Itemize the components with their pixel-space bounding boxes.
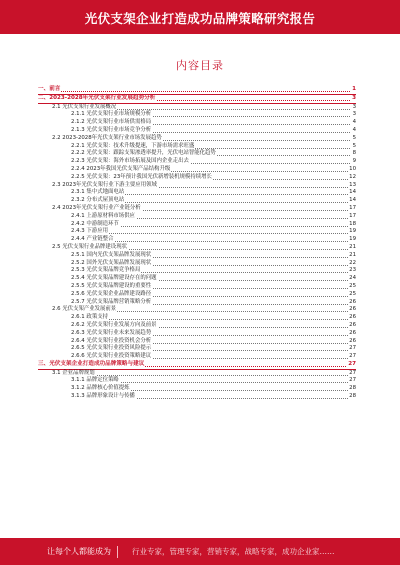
toc-entry-text: 2.3.2 分布式屋顶电站 [71,197,125,204]
toc-entry-text: 2.6.4 光伏支架行业投资机会分析 [71,337,152,344]
toc-entry-text: 2.5.1 国内光伏支架品牌发展现状 [71,251,152,258]
toc-entry-text: 2.6.3 光伏支架行业未来发展趋势 [71,329,152,336]
toc-entry-text: 2.2.2 光伏支架：跟踪支架渗透率提升，光伏电站智能化趋势 [71,150,216,157]
toc-entry-page: 3 [352,103,356,110]
toc-leader [71,319,350,320]
table-of-contents [38,86,356,401]
page-header [0,0,400,34]
toc-entry-page: 25 [349,290,356,297]
toc-entry-page: 9 [352,158,356,165]
toc-entry-page: 26 [349,298,356,305]
toc-entry-text: 2.5 光伏支架行业品牌建设现状 [52,243,127,250]
toc-entry[interactable] [38,275,356,283]
toc-entry-page: 10 [349,165,356,172]
toc-entry-text: 2.4.3 下游应用 [71,228,108,235]
toc-entry[interactable] [38,314,356,322]
toc-entry-page: 27 [348,360,356,367]
toc-entry[interactable] [38,189,356,197]
toc-entry[interactable] [38,322,356,330]
toc-entry[interactable] [38,174,356,182]
toc-entry-page: 18 [349,220,356,227]
toc-entry-page: 27 [349,353,356,360]
toc-entry[interactable] [38,345,356,353]
toc-entry-text: 2.5.4 光伏支架品牌建设存在的问题 [71,275,157,282]
toc-entry-text: 2.3 2023年光伏支架行业下游主要应用领域 [52,181,157,188]
toc-entry-page: 28 [349,393,356,400]
toc-entry-text: 2.4.2 中游制造环节 [71,220,119,227]
toc-entry[interactable] [38,283,356,291]
toc-entry-page: 21 [349,243,356,250]
toc-entry-page: 12 [349,173,356,180]
toc-entry-text: 3.1 企业品牌规划 [52,369,95,376]
toc-entry-text: 3.1.1 品牌定位策略 [71,377,119,384]
toc-entry-page: 27 [349,377,356,384]
toc-entry[interactable] [38,95,356,104]
toc-entry[interactable] [38,119,356,127]
toc-entry-text: 2.4.4 产业链整合 [71,236,114,243]
toc-entry-page: 26 [349,314,356,321]
toc-entry-page: 4 [352,119,356,126]
toc-entry[interactable] [38,127,356,135]
toc-entry-page: 24 [349,275,356,282]
toc-entry-page: 27 [349,345,356,352]
page-footer [0,538,400,565]
toc-entry-text: 2.4.1 上游原材料市场供应 [71,212,135,219]
toc-entry-page: 14 [349,189,356,196]
toc-entry-page: 21 [349,251,356,258]
toc-entry-text: 2.1 光伏支架行业发展概况 [52,103,117,110]
toc-entry[interactable] [38,353,356,361]
toc-entry-text: 2.6.5 光伏支架行业投资风险提示 [71,345,152,352]
toc-entry-text: 2.5.7 光伏支架品牌营销策略分析 [71,298,152,305]
toc-entry-page: 17 [349,204,356,211]
toc-entry-text: 2.1.1 光伏支架行业市场规模分析 [71,111,152,118]
toc-entry[interactable] [38,205,356,213]
toc-entry-page: 22 [349,259,356,266]
toc-entry-text: 三、光伏支架企业打造成功品牌策略与建议 [38,360,145,367]
toc-entry-text: 2.6.2 光伏支架行业发展方向及前景 [71,321,157,328]
toc-entry-text: 2.3.1 集中式地面电站 [71,189,125,196]
toc-entry-text: 2.6.1 政策支持 [71,314,108,321]
toc-entry-page: 27 [349,369,356,376]
toc-leader [71,233,350,234]
toc-entry[interactable] [38,361,356,370]
toc-entry-page: 1 [352,86,356,92]
toc-entry[interactable] [38,252,356,260]
toc-entry-text: 一、前言 [38,86,61,92]
toc-entry[interactable] [38,197,356,205]
toc-entry[interactable] [38,228,356,236]
toc-entry[interactable] [38,86,356,95]
footer-tagline: 行业专家，管理专家，营销专家，战略专家，成功企业家…… [132,547,335,556]
toc-entry-page: 17 [349,212,356,219]
toc-entry[interactable] [38,244,356,252]
toc-leader [38,91,350,92]
toc-entry-page: 13 [349,181,356,188]
toc-entry-page: 26 [349,329,356,336]
toc-entry[interactable] [38,236,356,244]
toc-entry-page: 3 [352,94,356,101]
toc-leader [52,375,350,376]
toc-entry-text: 2.6.6 光伏支架行业投资策略建议 [71,353,152,360]
toc-entry-text: 2.2.5 光伏支架：23年预计我国光伏新增装机规模持续增长 [71,173,212,180]
toc-entry-text: 2.5.3 光伏支架品牌竞争格局 [71,267,141,274]
toc-entry-page: 5 [352,134,356,141]
toc-entry-page: 3 [352,111,356,118]
toc-entry-page: 25 [349,282,356,289]
toc-entry[interactable] [38,306,356,314]
toc-entry-text: 2.2 2023-2028年光伏支架行业市场发展趋势 [52,134,162,141]
toc-entry-page: 23 [349,267,356,274]
toc-entry[interactable] [38,135,356,143]
toc-entry-text: 2.5.2 国外光伏支架品牌发展现状 [71,259,152,266]
toc-entry-text: 2.4 2023年光伏支架行业产业链分析 [52,204,141,211]
toc-entry-text: 2.2.3 光伏支架：海外市场拓展及国内企业走出去 [71,158,189,165]
toc-entry-text: 2.1.2 光伏支架行业市场供需格局 [71,119,152,126]
toc-entry[interactable] [38,330,356,338]
toc-entry[interactable] [38,150,356,158]
toc-entry-page: 19 [349,228,356,235]
toc-entry-text: 2.6 光伏支架产业发展前景 [52,306,117,313]
toc-entry[interactable] [38,385,356,393]
toc-entry-page: 26 [349,306,356,313]
toc-entry-text: 2.5.6 光伏支架企业品牌建设路径 [71,290,152,297]
toc-entry[interactable] [38,267,356,275]
toc-entry-page: 5 [352,142,356,149]
report-title: 光伏支架企业打造成功品牌策略研究报告 [84,11,316,26]
toc-entry-page: 19 [349,236,356,243]
toc-entry-text: 2.1.3 光伏支架行业市场竞争分析 [71,126,152,133]
toc-entry-text: 2.5.5 光伏支架品牌建设的重要性 [71,282,152,289]
toc-entry[interactable] [38,166,356,174]
toc-entry[interactable] [38,213,356,221]
toc-entry-page: 8 [352,150,356,157]
toc-entry-page: 14 [349,197,356,204]
toc-entry-page: 26 [349,321,356,328]
toc-title: 内容目录 [176,59,224,72]
toc-entry-page: 4 [352,126,356,133]
toc-entry[interactable] [38,158,356,166]
toc-entry-page: 26 [349,337,356,344]
toc-entry-text: 2.2.4 2023年我国光伏支架产品结构升级 [71,165,171,172]
footer-divider [117,546,118,558]
toc-entry[interactable] [38,291,356,299]
toc-entry-text: 3.1.3 品牌形象设计与传播 [71,393,135,400]
toc-entry-page: 28 [349,385,356,392]
toc-entry[interactable] [38,393,356,401]
footer-slogan: 让每个人都能成为 [47,547,111,556]
toc-entry-text: 3.1.2 品牌核心价值提炼 [71,385,130,392]
toc-entry-text: 二、2023-2028年光伏支架行业发展趋势分析 [38,94,156,101]
toc-entry-text: 2.2.1 光伏支架：技术升级提速，下游市场需求旺盛 [71,142,195,149]
